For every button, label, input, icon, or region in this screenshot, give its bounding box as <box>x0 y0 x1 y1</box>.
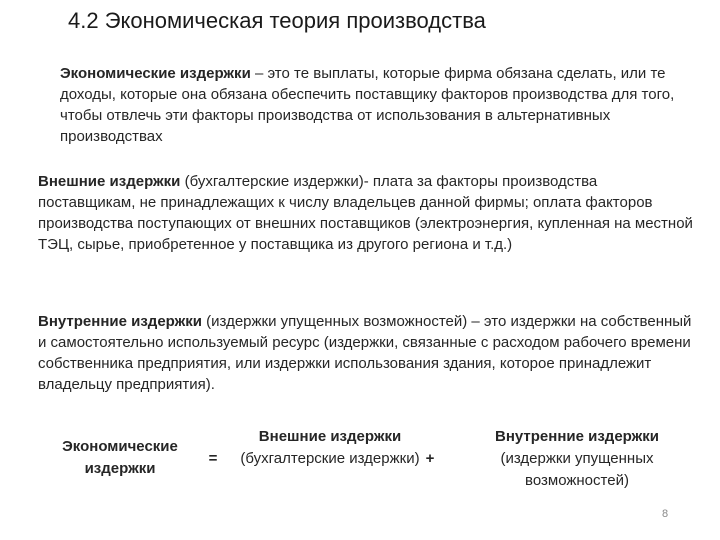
formula-external-costs <box>225 426 435 470</box>
definition-external-costs: (бухгалтерские издержки)- плата за факторы производства поставщикам, не принадлежащих к числу владельцев данной фирмы; оплата факторов производства поступающих от внешних поставщиков (электроэнергия, купленная на местной ТЭЦ, сырье, приобретенное у поставщика из другого региона и т.д.) <box>38 173 693 253</box>
definition-economic-costs: – это те выплаты, которые фирма обязана сделать, или те доходы, которые она обязана обеспечить поставщику факторов производства для того, чтобы отвлечь эти факторы производства от использования в альтернативных производствах <box>60 65 675 145</box>
formula-external-sub: (бухгалтерские издержки) <box>240 450 420 467</box>
term-external-costs: Внешние издержки <box>38 173 181 190</box>
formula-internal-costs <box>462 426 692 492</box>
cost-formula <box>0 426 720 496</box>
term-internal-costs: Внутренние издержки <box>38 313 202 330</box>
formula-plus-sign: + <box>425 450 435 467</box>
formula-internal-sub: (издержки упущенных возможностей) <box>500 450 654 489</box>
page-title: 4.2 Экономическая теория производства <box>68 8 486 33</box>
term-economic-costs: Экономические издержки <box>60 65 251 82</box>
formula-internal-heading: Внутренние издержки <box>495 428 659 445</box>
paragraph-external-costs <box>38 171 693 255</box>
formula-economic-costs: Экономические издержки <box>62 438 178 477</box>
paragraph-economic-costs <box>60 63 690 147</box>
definition-internal-costs: (издержки упущенных возможностей) – это издержки на собственный и самостоятельно используемый ресурс (издержки, связанные с расходом рабочего времени собственника предприятия, или издержки использования здания, которое принадлежит владельцу предприятия). <box>38 313 692 393</box>
paragraph-internal-costs <box>38 311 693 395</box>
page-number: 8 <box>662 508 669 520</box>
formula-external-heading: Внешние издержки <box>258 428 402 445</box>
formula-equals-sign: = <box>208 450 218 467</box>
